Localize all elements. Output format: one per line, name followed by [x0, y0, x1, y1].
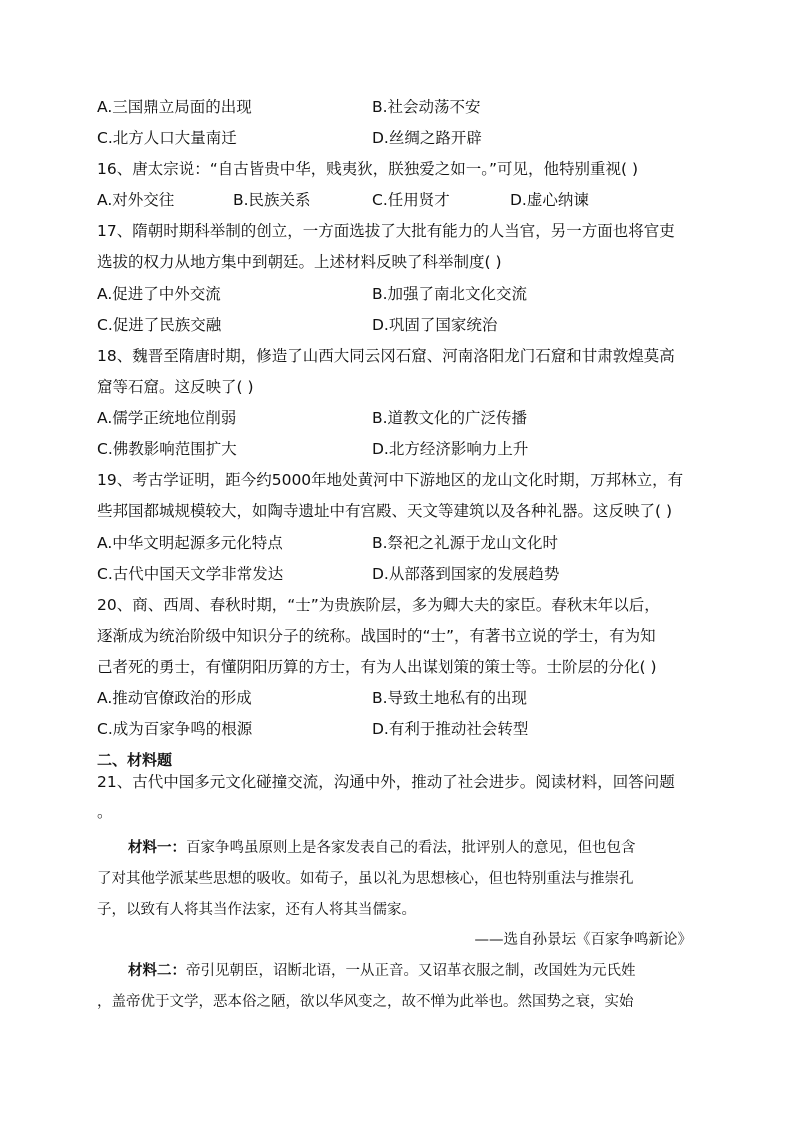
material-1-line1 — [97, 838, 692, 858]
material-1-label: 材料一： — [128, 839, 186, 856]
q21-stem-line2: 。 — [97, 803, 113, 821]
q16-stem: 16、唐太宗说：“自古皆贵中华，贱夷狄，朕独爱之如一。”可见，他特别重视( ) — [97, 160, 639, 178]
q16-option-a: A.对外交往 — [97, 191, 175, 209]
q16-option-b: B.民族关系 — [233, 191, 311, 209]
q21-stem-line1: 21、古代中国多元文化碰撞交流，沟通中外，推动了社会进步。阅读材料，回答问题 — [97, 773, 675, 791]
q20-option-c: C.成为百家争鸣的根源 — [97, 720, 253, 738]
q16-option-d: D.虚心纳谏 — [510, 191, 589, 209]
q15-option-c: C.北方人口大量南迁 — [97, 129, 237, 147]
q20-option-b: B.导致土地私有的出现 — [372, 689, 528, 707]
q20-stem-line1: 20、商、西周、春秋时期，“士”为贵族阶层，多为卿大夫的家臣。春秋末年以后， — [97, 596, 660, 614]
material-1-text-line1: 百家争鸣虽原则上是各家发表自己的看法，批评别人的意见，但也包含 — [186, 840, 636, 856]
q19-stem-line2: 些邦国都城规模较大，如陶寺遗址中有宫殿、天文等建筑以及各种礼器。这反映了( ) — [97, 502, 673, 520]
q20-option-a: A.推动官僚政治的形成 — [97, 689, 252, 707]
q19-option-c: C.古代中国天文学非常发达 — [97, 565, 284, 583]
material-1-line2: 了对其他学派某些思想的吸收。如荀子，虽以礼为思想核心，但也特别重法与推崇孔 — [97, 871, 634, 887]
q15-option-a: A.三国鼎立局面的出现 — [97, 98, 252, 116]
q18-option-a: A.儒学正统地位削弱 — [97, 409, 237, 427]
q19-option-b: B.祭祀之礼源于龙山文化时 — [372, 534, 559, 552]
q20-stem-line3: 己者死的勇士，有懂阴阳历算的方士，有为人出谋划策的策士等。士阶层的分化( ) — [97, 658, 657, 676]
material-2-line1 — [97, 961, 692, 981]
q17-option-b: B.加强了南北文化交流 — [372, 285, 528, 303]
material-1-source: ——选自孙景坛《百家争鸣新论》 — [474, 932, 692, 948]
material-2-line2: ，盖帝优于文学，恶本俗之陋，欲以华风变之，故不惮为此举也。然国势之衰，实始 — [97, 994, 634, 1010]
q19-option-a: A.中华文明起源多元化特点 — [97, 534, 283, 552]
q18-option-c: C.佛教影响范围扩大 — [97, 440, 237, 458]
q15-option-b: B.社会动荡不安 — [372, 98, 481, 116]
section-heading: 二、材料题 — [97, 751, 173, 769]
q17-stem-line1: 17、隋朝时期科举制的创立，一方面选拔了大批有能力的人当官，另一方面也将官吏 — [97, 222, 675, 240]
q20-stem-line2: 逐渐成为统治阶级中知识分子的统称。战国时的“士”，有著书立说的学士，有为知 — [97, 627, 656, 645]
material-1-line3: 子，以致有人将其当作法家，还有人将其当儒家。 — [97, 902, 416, 918]
q17-option-d: D.巩固了国家统治 — [372, 316, 498, 334]
q19-option-d: D.从部落到国家的发展趋势 — [372, 565, 560, 583]
q19-stem-line1: 19、考古学证明，距今约5000年地处黄河中下游地区的龙山文化时期，万邦林立，有 — [97, 471, 684, 489]
q18-option-b: B.道教文化的广泛传播 — [372, 409, 528, 427]
q18-stem-line2: 窟等石窟。这反映了( ) — [97, 378, 254, 396]
q17-option-a: A.促进了中外交流 — [97, 285, 221, 303]
q18-option-d: D.北方经济影响力上升 — [372, 440, 529, 458]
q16-option-c: C.任用贤才 — [372, 191, 450, 209]
q20-option-d: D.有利于推动社会转型 — [372, 720, 529, 738]
material-2-label: 材料二： — [128, 962, 186, 979]
q17-option-c: C.促进了民族交融 — [97, 316, 222, 334]
q18-stem-line1: 18、魏晋至隋唐时期，修造了山西大同云冈石窟、河南洛阳龙门石窟和甘肃敦煌莫高 — [97, 347, 675, 365]
q17-stem-line2: 选拔的权力从地方集中到朝廷。上述材料反映了科举制度( ) — [97, 253, 502, 271]
q15-option-d: D.丝绸之路开辟 — [372, 129, 482, 147]
material-2-text-line1: 帝引见朝臣，诏断北语，一从正音。又诏革衣服之制，改国姓为元氏姓 — [186, 963, 636, 979]
